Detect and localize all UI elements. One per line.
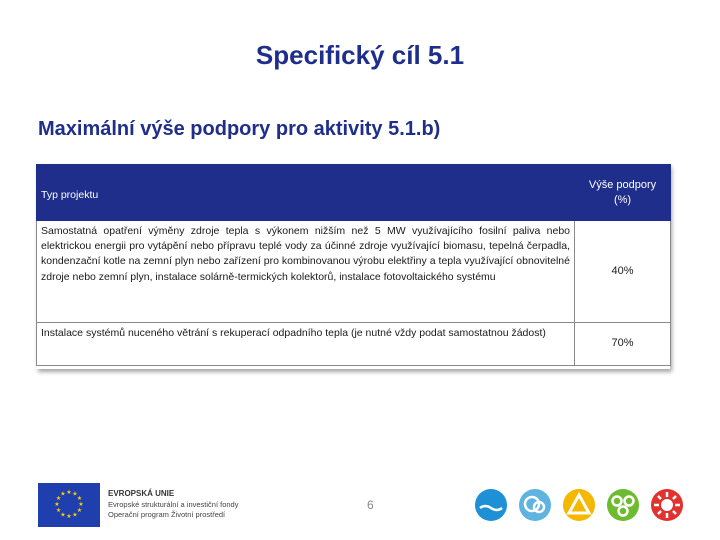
svg-text:★: ★	[76, 507, 83, 514]
row-2-type: Instalace systémů nuceného větrání s rekuperací odpadního tepla (je nutné vždy podat samostatnou žádost)	[37, 323, 575, 366]
row-1-support: 40%	[575, 221, 671, 323]
eu-line-2: Evropské strukturální a investiční fondy	[108, 499, 239, 509]
header-support: Výše podpory (%)	[575, 165, 671, 221]
water-icon	[474, 488, 508, 522]
eu-line-3: Operační program Životní prostředí	[108, 509, 226, 519]
row-1-type: Samostatná opatření výměny zdroje tepla s výkonem nižším než 5 MW využívajícího fosilní paliva nebo elektrickou energii pro vytápění nebo přípravu teplé vody za účinné zdroje využívající biomasu, tepelná čerpadla, kondenzační kotle na zemní plyn nebo zařízení pro kombinovanou výrobu elektřiny a tepla využívající obnovitelné zdroje nebo zemní plyn, instalace solárně-termických kolektorů, instalace fotovoltaického systému	[37, 221, 575, 323]
svg-text:★: ★	[54, 501, 60, 508]
svg-text:★: ★	[55, 507, 62, 514]
eu-line-1: EVROPSKÁ UNIE	[108, 489, 175, 498]
row-2-support: 70%	[575, 323, 671, 366]
svg-text:★: ★	[72, 490, 78, 498]
support-table	[36, 164, 671, 366]
air-icon	[518, 488, 552, 522]
nature-icon	[606, 488, 640, 522]
svg-text:★: ★	[72, 511, 78, 519]
slide-title: Specifický cíl 5.1	[255, 40, 465, 70]
table-row	[37, 323, 671, 366]
eu-flag-icon	[38, 483, 100, 527]
table-row	[37, 221, 671, 323]
svg-text:★: ★	[76, 495, 83, 502]
table-header-row	[37, 165, 671, 221]
slide-subtitle: Maximální výše podpory pro aktivity 5.1.b)	[38, 118, 441, 140]
svg-text:★: ★	[66, 513, 72, 520]
page-number: 6	[367, 498, 374, 512]
eu-program-text	[108, 489, 238, 520]
energy-icon	[650, 488, 684, 522]
svg-text:★: ★	[60, 490, 66, 498]
svg-text:★: ★	[66, 489, 72, 496]
svg-text:★: ★	[78, 501, 84, 508]
svg-text:★: ★	[60, 511, 66, 519]
waste-icon	[562, 488, 596, 522]
svg-text:★: ★	[55, 495, 62, 502]
header-project-type: Typ projektu	[37, 165, 575, 221]
